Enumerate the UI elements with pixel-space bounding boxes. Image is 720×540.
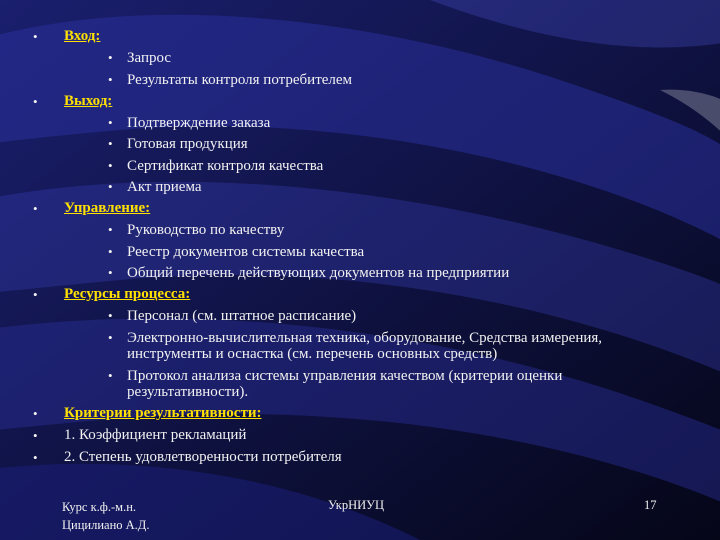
section-heading: Вход:	[64, 28, 101, 44]
bullet-icon: •	[33, 29, 38, 44]
sub-item	[64, 112, 720, 134]
bullet-icon: •	[108, 222, 113, 238]
section-heading: Управление:	[64, 200, 151, 217]
bullet-icon: •	[33, 287, 38, 303]
sub-item-text: Акт приема	[127, 179, 202, 196]
sub-item-text: Персонал (см. штатное расписание)	[127, 308, 357, 325]
bullet-icon: •	[108, 329, 113, 345]
sub-item-text: Общий перечень действующих документов на предприятии	[127, 265, 510, 282]
sub-item	[64, 241, 720, 263]
sub-item	[64, 365, 720, 403]
section-item	[0, 198, 720, 284]
bullet-icon: •	[108, 136, 113, 152]
footer-author-line2: Цицилиано А.Д.	[62, 518, 150, 532]
sub-item	[64, 327, 720, 365]
section-heading: Выход:	[64, 92, 113, 109]
sub-list	[64, 220, 720, 285]
sub-item-text: Подтверждение заказа	[127, 114, 271, 131]
sub-item-text: Результаты контроля потребителем	[127, 71, 353, 88]
bullet-icon: •	[33, 406, 38, 422]
bullet-icon: •	[33, 449, 38, 465]
footer-author	[62, 498, 149, 534]
bullet-icon: •	[108, 114, 113, 130]
bullet-icon: •	[108, 308, 113, 324]
page-number: 17	[644, 498, 657, 512]
bullet-icon: •	[108, 50, 113, 66]
sub-item-text: Руководство по качеству	[127, 222, 285, 239]
sub-item	[64, 263, 720, 285]
sub-list	[64, 48, 720, 91]
section-heading: Ресурсы процесса:	[64, 286, 191, 303]
sub-item-text: Реестр документов системы качества	[127, 243, 365, 260]
bullet-icon: •	[33, 93, 38, 109]
sub-item-text: Запрос	[127, 50, 172, 67]
sub-list	[64, 112, 720, 198]
bullet-icon: •	[108, 265, 113, 281]
sub-item	[64, 306, 720, 328]
footer-organization: УкрНИУЦ	[328, 498, 385, 512]
sub-item-text: Протокол анализа системы управления качеством (критерии оценки результативности).	[127, 367, 563, 401]
criteria-text: 1. Коэффициент рекламаций	[64, 426, 247, 443]
sub-item	[64, 134, 720, 156]
criteria-item	[0, 447, 720, 469]
footer-author-line1: Курс к.ф.-м.н.	[62, 500, 137, 514]
criteria-text: 2. Степень удовлетворенности потребителя	[64, 448, 342, 465]
bullet-icon: •	[108, 243, 113, 259]
sub-item	[64, 69, 720, 91]
section-item	[0, 26, 720, 91]
bullet-icon: •	[33, 201, 38, 217]
outline-list	[0, 26, 720, 468]
bullet-icon: •	[108, 71, 113, 87]
sub-item	[64, 155, 720, 177]
sub-item-text: Готовая продукция	[127, 136, 248, 153]
bullet-icon: •	[108, 179, 113, 195]
sub-item-text: Сертификат контроля качества	[127, 157, 324, 174]
sub-list	[64, 306, 720, 404]
criteria-item	[0, 425, 720, 447]
sub-item	[64, 48, 720, 70]
sub-item-text: Электронно-вычислительная техника, оборудование, Средства измерения, инструменты и оснастка (см. перечень основных средств)	[127, 329, 603, 363]
section-heading: Критерии результативности:	[64, 405, 262, 422]
bullet-icon: •	[108, 157, 113, 173]
section-item	[0, 91, 720, 199]
sub-item	[64, 220, 720, 242]
bullet-icon: •	[33, 427, 38, 443]
sub-item	[64, 177, 720, 199]
bullet-icon: •	[108, 367, 113, 383]
section-item	[0, 284, 720, 403]
section-item	[0, 403, 720, 425]
